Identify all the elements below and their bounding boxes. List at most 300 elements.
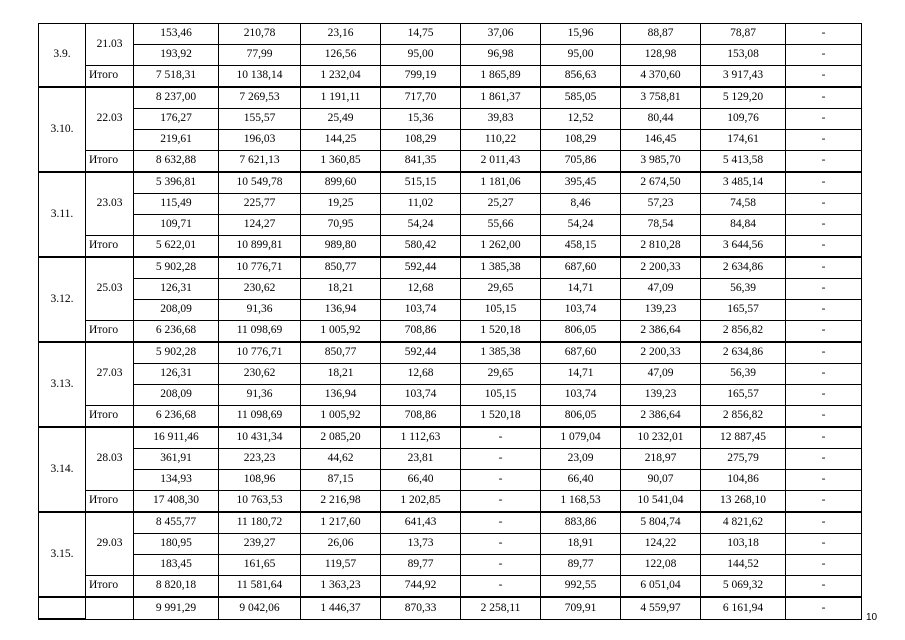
total-label: Итого xyxy=(86,406,134,428)
value-cell: 395,45 xyxy=(541,172,621,194)
value-cell: 13,73 xyxy=(381,534,461,555)
value-cell: 66,40 xyxy=(381,470,461,491)
total-value-cell: 13 268,10 xyxy=(701,491,786,513)
value-cell: 155,57 xyxy=(219,109,301,130)
table-row xyxy=(39,24,862,45)
value-cell: 126,56 xyxy=(301,45,381,66)
total-value-cell: 10 899,81 xyxy=(219,236,301,258)
total-label: Итого xyxy=(86,236,134,258)
total-value-cell: 11 581,64 xyxy=(219,576,301,598)
total-value-cell: 2 386,64 xyxy=(621,321,701,343)
data-table-container xyxy=(38,23,861,620)
value-cell: 2 634,86 xyxy=(701,257,786,279)
value-cell: - xyxy=(786,45,862,66)
value-cell: 515,15 xyxy=(381,172,461,194)
value-cell: - xyxy=(786,449,862,470)
total-value-cell: 3 644,56 xyxy=(701,236,786,258)
value-cell: 1 079,04 xyxy=(541,427,621,449)
value-cell: - xyxy=(786,172,862,194)
total-value-cell: 2 386,64 xyxy=(621,406,701,428)
table-row xyxy=(39,342,862,364)
value-cell: 850,77 xyxy=(301,342,381,364)
total-value-cell: - xyxy=(461,576,541,598)
value-cell: - xyxy=(786,555,862,576)
value-cell: 23,16 xyxy=(301,24,381,45)
table-row xyxy=(39,300,862,321)
value-cell: 5 804,74 xyxy=(621,512,701,534)
value-cell: 136,94 xyxy=(301,385,381,406)
value-cell: - xyxy=(786,512,862,534)
value-cell: 56,39 xyxy=(701,364,786,385)
value-cell: 174,61 xyxy=(701,130,786,151)
value-cell: 6 161,94 xyxy=(701,597,786,619)
value-cell: 592,44 xyxy=(381,342,461,364)
value-cell: 2 200,33 xyxy=(621,342,701,364)
total-value-cell: 799,19 xyxy=(381,66,461,88)
table-row xyxy=(39,172,862,194)
value-cell: 18,91 xyxy=(541,534,621,555)
total-row xyxy=(39,321,862,343)
value-cell: 144,25 xyxy=(301,130,381,151)
value-cell: - xyxy=(786,597,862,619)
value-cell: 11,02 xyxy=(381,194,461,215)
total-value-cell: 1 520,18 xyxy=(461,321,541,343)
value-cell: 2 674,50 xyxy=(621,172,701,194)
value-cell: 108,29 xyxy=(541,130,621,151)
value-cell: 196,03 xyxy=(219,130,301,151)
value-cell: 165,57 xyxy=(701,385,786,406)
value-cell: 124,27 xyxy=(219,215,301,236)
value-cell: - xyxy=(461,534,541,555)
value-cell: 641,43 xyxy=(381,512,461,534)
total-value-cell: 841,35 xyxy=(381,151,461,173)
total-label: Итого xyxy=(86,491,134,513)
value-cell: 70,95 xyxy=(301,215,381,236)
value-cell: 19,25 xyxy=(301,194,381,215)
value-cell: 110,22 xyxy=(461,130,541,151)
value-cell: 3 758,81 xyxy=(621,87,701,109)
value-cell: - xyxy=(461,449,541,470)
value-cell: 105,15 xyxy=(461,385,541,406)
date-cell: 27.03 xyxy=(86,342,134,406)
value-cell: 9 991,29 xyxy=(134,597,219,619)
total-value-cell: 10 138,14 xyxy=(219,66,301,88)
item-number xyxy=(39,597,86,619)
value-cell: 8 455,77 xyxy=(134,512,219,534)
value-cell: 2 200,33 xyxy=(621,257,701,279)
value-cell: 66,40 xyxy=(541,470,621,491)
value-cell: 37,06 xyxy=(461,24,541,45)
value-cell: 124,22 xyxy=(621,534,701,555)
value-cell: 8 237,00 xyxy=(134,87,219,109)
total-value-cell: 10 763,53 xyxy=(219,491,301,513)
value-cell: 1 181,06 xyxy=(461,172,541,194)
value-cell: 10 776,71 xyxy=(219,342,301,364)
value-cell: 9 042,06 xyxy=(219,597,301,619)
total-value-cell: - xyxy=(786,236,862,258)
value-cell: 96,98 xyxy=(461,45,541,66)
total-value-cell: 1 360,85 xyxy=(301,151,381,173)
total-value-cell: - xyxy=(786,406,862,428)
total-value-cell: 6 236,68 xyxy=(134,321,219,343)
value-cell: 77,99 xyxy=(219,45,301,66)
value-cell: 18,21 xyxy=(301,364,381,385)
value-cell: 5 902,28 xyxy=(134,342,219,364)
value-cell: 103,74 xyxy=(381,300,461,321)
value-cell: - xyxy=(786,109,862,130)
value-cell: - xyxy=(786,194,862,215)
value-cell: 899,60 xyxy=(301,172,381,194)
item-number: 3.12. xyxy=(39,257,86,342)
total-value-cell: 2 011,43 xyxy=(461,151,541,173)
value-cell: 210,78 xyxy=(219,24,301,45)
value-cell: 29,65 xyxy=(461,364,541,385)
value-cell: 2 085,20 xyxy=(301,427,381,449)
value-cell: - xyxy=(461,555,541,576)
value-cell: 12,68 xyxy=(381,279,461,300)
table-row xyxy=(39,257,862,279)
value-cell: 109,71 xyxy=(134,215,219,236)
total-value-cell: 1 262,00 xyxy=(461,236,541,258)
total-value-cell: 1 520,18 xyxy=(461,406,541,428)
value-cell: 208,09 xyxy=(134,385,219,406)
total-value-cell: 989,80 xyxy=(301,236,381,258)
value-cell: - xyxy=(786,534,862,555)
value-cell: 208,09 xyxy=(134,300,219,321)
total-label: Итого xyxy=(86,321,134,343)
value-cell: 1 861,37 xyxy=(461,87,541,109)
total-value-cell: 1 202,85 xyxy=(381,491,461,513)
total-value-cell: 806,05 xyxy=(541,406,621,428)
total-value-cell: 1 232,04 xyxy=(301,66,381,88)
value-cell: 95,00 xyxy=(381,45,461,66)
value-cell: 25,27 xyxy=(461,194,541,215)
value-cell: 218,97 xyxy=(621,449,701,470)
value-cell: 39,83 xyxy=(461,109,541,130)
value-cell: 180,95 xyxy=(134,534,219,555)
value-cell: 223,23 xyxy=(219,449,301,470)
table-row xyxy=(39,130,862,151)
value-cell: 47,09 xyxy=(621,279,701,300)
table-row xyxy=(39,215,862,236)
value-cell: 10 232,01 xyxy=(621,427,701,449)
value-cell: 7 269,53 xyxy=(219,87,301,109)
value-cell: 23,81 xyxy=(381,449,461,470)
item-number: 3.9. xyxy=(39,24,86,88)
item-number: 3.13. xyxy=(39,342,86,427)
item-number: 3.14. xyxy=(39,427,86,512)
value-cell: 80,44 xyxy=(621,109,701,130)
value-cell: 239,27 xyxy=(219,534,301,555)
value-cell: 2 634,86 xyxy=(701,342,786,364)
value-cell: 709,91 xyxy=(541,597,621,619)
value-cell: 10 549,78 xyxy=(219,172,301,194)
value-cell: 1 446,37 xyxy=(301,597,381,619)
value-cell: 115,49 xyxy=(134,194,219,215)
value-cell: 275,79 xyxy=(701,449,786,470)
value-cell: 870,33 xyxy=(381,597,461,619)
value-cell: 10 776,71 xyxy=(219,257,301,279)
total-value-cell: 17 408,30 xyxy=(134,491,219,513)
total-value-cell: 2 810,28 xyxy=(621,236,701,258)
value-cell: 585,05 xyxy=(541,87,621,109)
total-value-cell: 2 856,82 xyxy=(701,321,786,343)
item-number: 3.10. xyxy=(39,87,86,172)
value-cell: 136,94 xyxy=(301,300,381,321)
total-value-cell: 3 917,43 xyxy=(701,66,786,88)
value-cell: - xyxy=(786,385,862,406)
item-number: 3.11. xyxy=(39,172,86,257)
total-value-cell: - xyxy=(786,576,862,598)
value-cell: 54,24 xyxy=(381,215,461,236)
value-cell: 687,60 xyxy=(541,257,621,279)
table-row xyxy=(39,555,862,576)
value-cell: 90,07 xyxy=(621,470,701,491)
value-cell: 14,75 xyxy=(381,24,461,45)
value-cell: 103,18 xyxy=(701,534,786,555)
value-cell: - xyxy=(786,364,862,385)
table-row xyxy=(39,534,862,555)
total-value-cell: - xyxy=(786,66,862,88)
table-row xyxy=(39,45,862,66)
value-cell: 3 485,14 xyxy=(701,172,786,194)
total-value-cell: 11 098,69 xyxy=(219,406,301,428)
table-row xyxy=(39,109,862,130)
total-value-cell: 7 621,13 xyxy=(219,151,301,173)
total-row xyxy=(39,491,862,513)
value-cell: 57,23 xyxy=(621,194,701,215)
value-cell: 219,61 xyxy=(134,130,219,151)
value-cell: 144,52 xyxy=(701,555,786,576)
value-cell: 56,39 xyxy=(701,279,786,300)
total-value-cell: 5 622,01 xyxy=(134,236,219,258)
value-cell: 12,68 xyxy=(381,364,461,385)
value-cell: 105,15 xyxy=(461,300,541,321)
total-value-cell: - xyxy=(461,491,541,513)
value-cell: 119,57 xyxy=(301,555,381,576)
value-cell: 26,06 xyxy=(301,534,381,555)
value-cell: - xyxy=(461,512,541,534)
total-value-cell: 992,55 xyxy=(541,576,621,598)
date-cell: 25.03 xyxy=(86,257,134,321)
total-value-cell: - xyxy=(786,151,862,173)
value-cell: 55,66 xyxy=(461,215,541,236)
total-row xyxy=(39,151,862,173)
value-cell: 108,96 xyxy=(219,470,301,491)
value-cell: 89,77 xyxy=(381,555,461,576)
value-cell: 14,71 xyxy=(541,364,621,385)
value-cell: 103,74 xyxy=(541,385,621,406)
total-row xyxy=(39,66,862,88)
value-cell: 139,23 xyxy=(621,385,701,406)
value-cell: 5 902,28 xyxy=(134,257,219,279)
value-cell: 95,00 xyxy=(541,45,621,66)
value-cell: 153,08 xyxy=(701,45,786,66)
total-value-cell: 856,63 xyxy=(541,66,621,88)
table-row xyxy=(39,427,862,449)
total-value-cell: 1 168,53 xyxy=(541,491,621,513)
total-value-cell: 1 363,23 xyxy=(301,576,381,598)
value-cell: 12 887,45 xyxy=(701,427,786,449)
value-cell: 883,86 xyxy=(541,512,621,534)
value-cell: 146,45 xyxy=(621,130,701,151)
value-cell: - xyxy=(786,215,862,236)
total-value-cell: 458,15 xyxy=(541,236,621,258)
value-cell: 1 191,11 xyxy=(301,87,381,109)
value-cell: - xyxy=(786,24,862,45)
total-value-cell: 580,42 xyxy=(381,236,461,258)
total-label: Итого xyxy=(86,66,134,88)
total-row xyxy=(39,236,862,258)
date-cell: 22.03 xyxy=(86,87,134,151)
value-cell: 1 217,60 xyxy=(301,512,381,534)
table-row xyxy=(39,512,862,534)
value-cell: 225,77 xyxy=(219,194,301,215)
value-cell: 104,86 xyxy=(701,470,786,491)
value-cell: - xyxy=(786,342,862,364)
value-cell: 850,77 xyxy=(301,257,381,279)
value-cell: 361,91 xyxy=(134,449,219,470)
value-cell: 183,45 xyxy=(134,555,219,576)
value-cell: 1 385,38 xyxy=(461,342,541,364)
value-cell: 8,46 xyxy=(541,194,621,215)
value-cell: 4 559,97 xyxy=(621,597,701,619)
total-value-cell: 7 518,31 xyxy=(134,66,219,88)
value-cell: 165,57 xyxy=(701,300,786,321)
value-cell: 78,87 xyxy=(701,24,786,45)
table-row xyxy=(39,470,862,491)
value-cell: 18,21 xyxy=(301,279,381,300)
value-cell: 103,74 xyxy=(541,300,621,321)
total-value-cell: 11 098,69 xyxy=(219,321,301,343)
date-cell: 21.03 xyxy=(86,24,134,66)
value-cell: - xyxy=(786,87,862,109)
value-cell: - xyxy=(786,470,862,491)
value-cell: - xyxy=(461,470,541,491)
value-cell: 23,09 xyxy=(541,449,621,470)
value-cell: 10 431,34 xyxy=(219,427,301,449)
total-value-cell: 2 216,98 xyxy=(301,491,381,513)
total-value-cell: 708,86 xyxy=(381,406,461,428)
date-cell: 23.03 xyxy=(86,172,134,236)
value-cell: 54,24 xyxy=(541,215,621,236)
value-cell: 5 396,81 xyxy=(134,172,219,194)
total-value-cell: 2 856,82 xyxy=(701,406,786,428)
table-row xyxy=(39,597,862,619)
value-cell: 128,98 xyxy=(621,45,701,66)
value-cell: 91,36 xyxy=(219,385,301,406)
value-cell: 87,15 xyxy=(301,470,381,491)
value-cell: 126,31 xyxy=(134,279,219,300)
value-cell: 4 821,62 xyxy=(701,512,786,534)
total-row xyxy=(39,576,862,598)
total-value-cell: 6 051,04 xyxy=(621,576,701,598)
data-table xyxy=(38,23,862,620)
value-cell: - xyxy=(786,300,862,321)
date-cell xyxy=(86,597,134,619)
total-value-cell: 705,86 xyxy=(541,151,621,173)
value-cell: 47,09 xyxy=(621,364,701,385)
total-value-cell: 1 005,92 xyxy=(301,321,381,343)
value-cell: 134,93 xyxy=(134,470,219,491)
value-cell: 717,70 xyxy=(381,87,461,109)
value-cell: 230,62 xyxy=(219,279,301,300)
total-value-cell: 744,92 xyxy=(381,576,461,598)
value-cell: 15,36 xyxy=(381,109,461,130)
value-cell: 161,65 xyxy=(219,555,301,576)
value-cell: 88,87 xyxy=(621,24,701,45)
table-row xyxy=(39,87,862,109)
total-value-cell: 5 413,58 xyxy=(701,151,786,173)
value-cell: 15,96 xyxy=(541,24,621,45)
total-row xyxy=(39,406,862,428)
total-value-cell: 3 985,70 xyxy=(621,151,701,173)
value-cell: 139,23 xyxy=(621,300,701,321)
value-cell: 44,62 xyxy=(301,449,381,470)
total-value-cell: 8 632,88 xyxy=(134,151,219,173)
value-cell: - xyxy=(786,427,862,449)
value-cell: 25,49 xyxy=(301,109,381,130)
value-cell: 84,84 xyxy=(701,215,786,236)
value-cell: 592,44 xyxy=(381,257,461,279)
value-cell: - xyxy=(786,279,862,300)
total-label: Итого xyxy=(86,151,134,173)
value-cell: 126,31 xyxy=(134,364,219,385)
value-cell: 103,74 xyxy=(381,385,461,406)
value-cell: 74,58 xyxy=(701,194,786,215)
value-cell: 78,54 xyxy=(621,215,701,236)
value-cell: 230,62 xyxy=(219,364,301,385)
date-cell: 28.03 xyxy=(86,427,134,491)
table-row xyxy=(39,194,862,215)
table-row xyxy=(39,364,862,385)
value-cell: 687,60 xyxy=(541,342,621,364)
total-value-cell: - xyxy=(786,321,862,343)
total-value-cell: 806,05 xyxy=(541,321,621,343)
value-cell: 14,71 xyxy=(541,279,621,300)
value-cell: 193,92 xyxy=(134,45,219,66)
value-cell: - xyxy=(786,130,862,151)
table-row xyxy=(39,449,862,470)
total-value-cell: 708,86 xyxy=(381,321,461,343)
value-cell: 2 258,11 xyxy=(461,597,541,619)
total-value-cell: 8 820,18 xyxy=(134,576,219,598)
value-cell: 109,76 xyxy=(701,109,786,130)
value-cell: 16 911,46 xyxy=(134,427,219,449)
page-number: 10 xyxy=(866,612,878,623)
value-cell: 11 180,72 xyxy=(219,512,301,534)
value-cell: 12,52 xyxy=(541,109,621,130)
value-cell: 108,29 xyxy=(381,130,461,151)
value-cell: 153,46 xyxy=(134,24,219,45)
value-cell: 29,65 xyxy=(461,279,541,300)
total-label: Итого xyxy=(86,576,134,598)
value-cell: 91,36 xyxy=(219,300,301,321)
value-cell: - xyxy=(786,257,862,279)
total-value-cell: 10 541,04 xyxy=(621,491,701,513)
value-cell: - xyxy=(461,427,541,449)
item-number: 3.15. xyxy=(39,512,86,597)
total-value-cell: 1 005,92 xyxy=(301,406,381,428)
value-cell: 122,08 xyxy=(621,555,701,576)
value-cell: 1 112,63 xyxy=(381,427,461,449)
table-row xyxy=(39,385,862,406)
total-value-cell: 5 069,32 xyxy=(701,576,786,598)
value-cell: 89,77 xyxy=(541,555,621,576)
value-cell: 1 385,38 xyxy=(461,257,541,279)
total-value-cell: 4 370,60 xyxy=(621,66,701,88)
date-cell: 29.03 xyxy=(86,512,134,576)
